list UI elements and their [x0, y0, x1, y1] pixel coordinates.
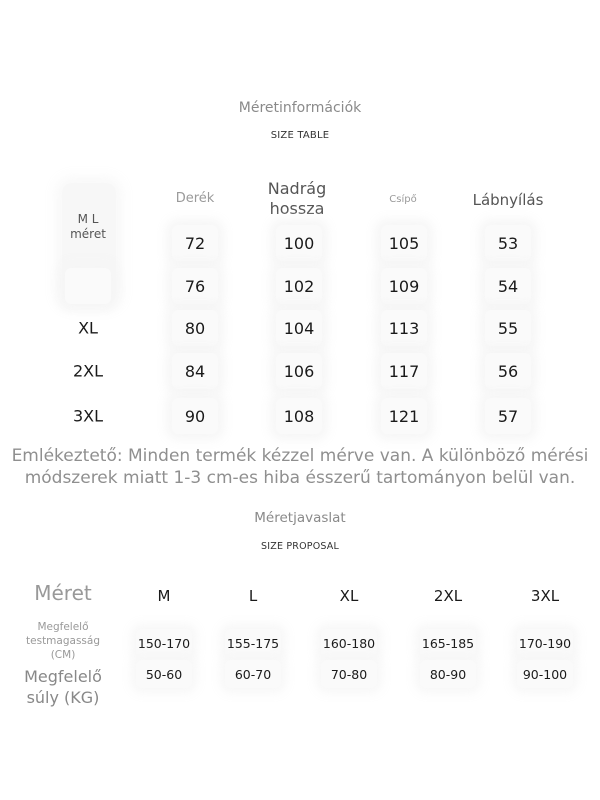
header-trouser-length: Nadrág hossza [267, 179, 327, 218]
cell-hip: 121 [381, 398, 427, 434]
cell-leg: 56 [485, 353, 531, 389]
proposal-weight-value: 60-70 [225, 660, 281, 688]
cell-hip: 109 [381, 268, 427, 304]
proposal-size: 2XL [433, 587, 463, 605]
cell-length: 106 [276, 353, 322, 389]
header-leg-opening: Lábnyílás [472, 191, 544, 209]
header-hip: Csípő [389, 194, 417, 205]
proposal-size-header: Méret [34, 581, 92, 605]
cell-leg: 53 [485, 225, 531, 261]
size-info-subtitle: SIZE TABLE [270, 130, 330, 141]
size-label-blank [65, 268, 111, 304]
proposal-weight-header: Megfelelő súly (KG) [24, 667, 102, 707]
proposal-height-value: 155-175 [225, 629, 281, 657]
header-waist: Derék [175, 191, 215, 206]
size-label: 3XL [72, 406, 104, 426]
cell-length: 100 [276, 225, 322, 261]
cell-leg: 54 [485, 268, 531, 304]
reminder-line-2: módszerek miatt 1-3 cm-es hiba ésszerű tartományon belül van. [24, 468, 576, 488]
measurement-reminder [0, 445, 600, 489]
size-label: 2XL [72, 361, 104, 381]
proposal-height-header: Megfelelő testmagasság (CM) [26, 621, 100, 661]
cell-hip: 113 [381, 310, 427, 346]
cell-waist: 76 [172, 268, 218, 304]
size-info-title: Méretinformációk [238, 100, 362, 116]
cell-waist: 80 [172, 310, 218, 346]
proposal-weight-value: 70-80 [321, 660, 377, 688]
proposal-height-value: 160-180 [321, 629, 377, 657]
proposal-size: 3XL [530, 587, 560, 605]
proposal-size: L [248, 587, 258, 605]
proposal-weight-value: 80-90 [420, 660, 476, 688]
proposal-height-value: 170-190 [517, 629, 573, 657]
cell-hip: 105 [381, 225, 427, 261]
proposal-size: M [157, 587, 171, 605]
size-proposal-subtitle: SIZE PROPOSAL [261, 541, 339, 552]
ml-size-label: M L méret [70, 212, 106, 241]
cell-length: 102 [276, 268, 322, 304]
proposal-height-value: 165-185 [420, 629, 476, 657]
cell-length: 104 [276, 310, 322, 346]
cell-waist: 90 [172, 398, 218, 434]
cell-leg: 57 [485, 398, 531, 434]
proposal-height-value: 150-170 [136, 629, 192, 657]
proposal-weight-value: 90-100 [517, 660, 573, 688]
cell-waist: 72 [172, 225, 218, 261]
cell-hip: 117 [381, 353, 427, 389]
cell-waist: 84 [172, 353, 218, 389]
size-label: XL [78, 318, 98, 338]
reminder-line-1: Emlékeztető: Minden termék kézzel mérve van. A különböző mérési [11, 446, 589, 466]
proposal-size: XL [339, 587, 359, 605]
proposal-weight-value: 50-60 [136, 660, 192, 688]
cell-leg: 55 [485, 310, 531, 346]
cell-length: 108 [276, 398, 322, 434]
size-proposal-title: Méretjavaslat [254, 510, 346, 526]
